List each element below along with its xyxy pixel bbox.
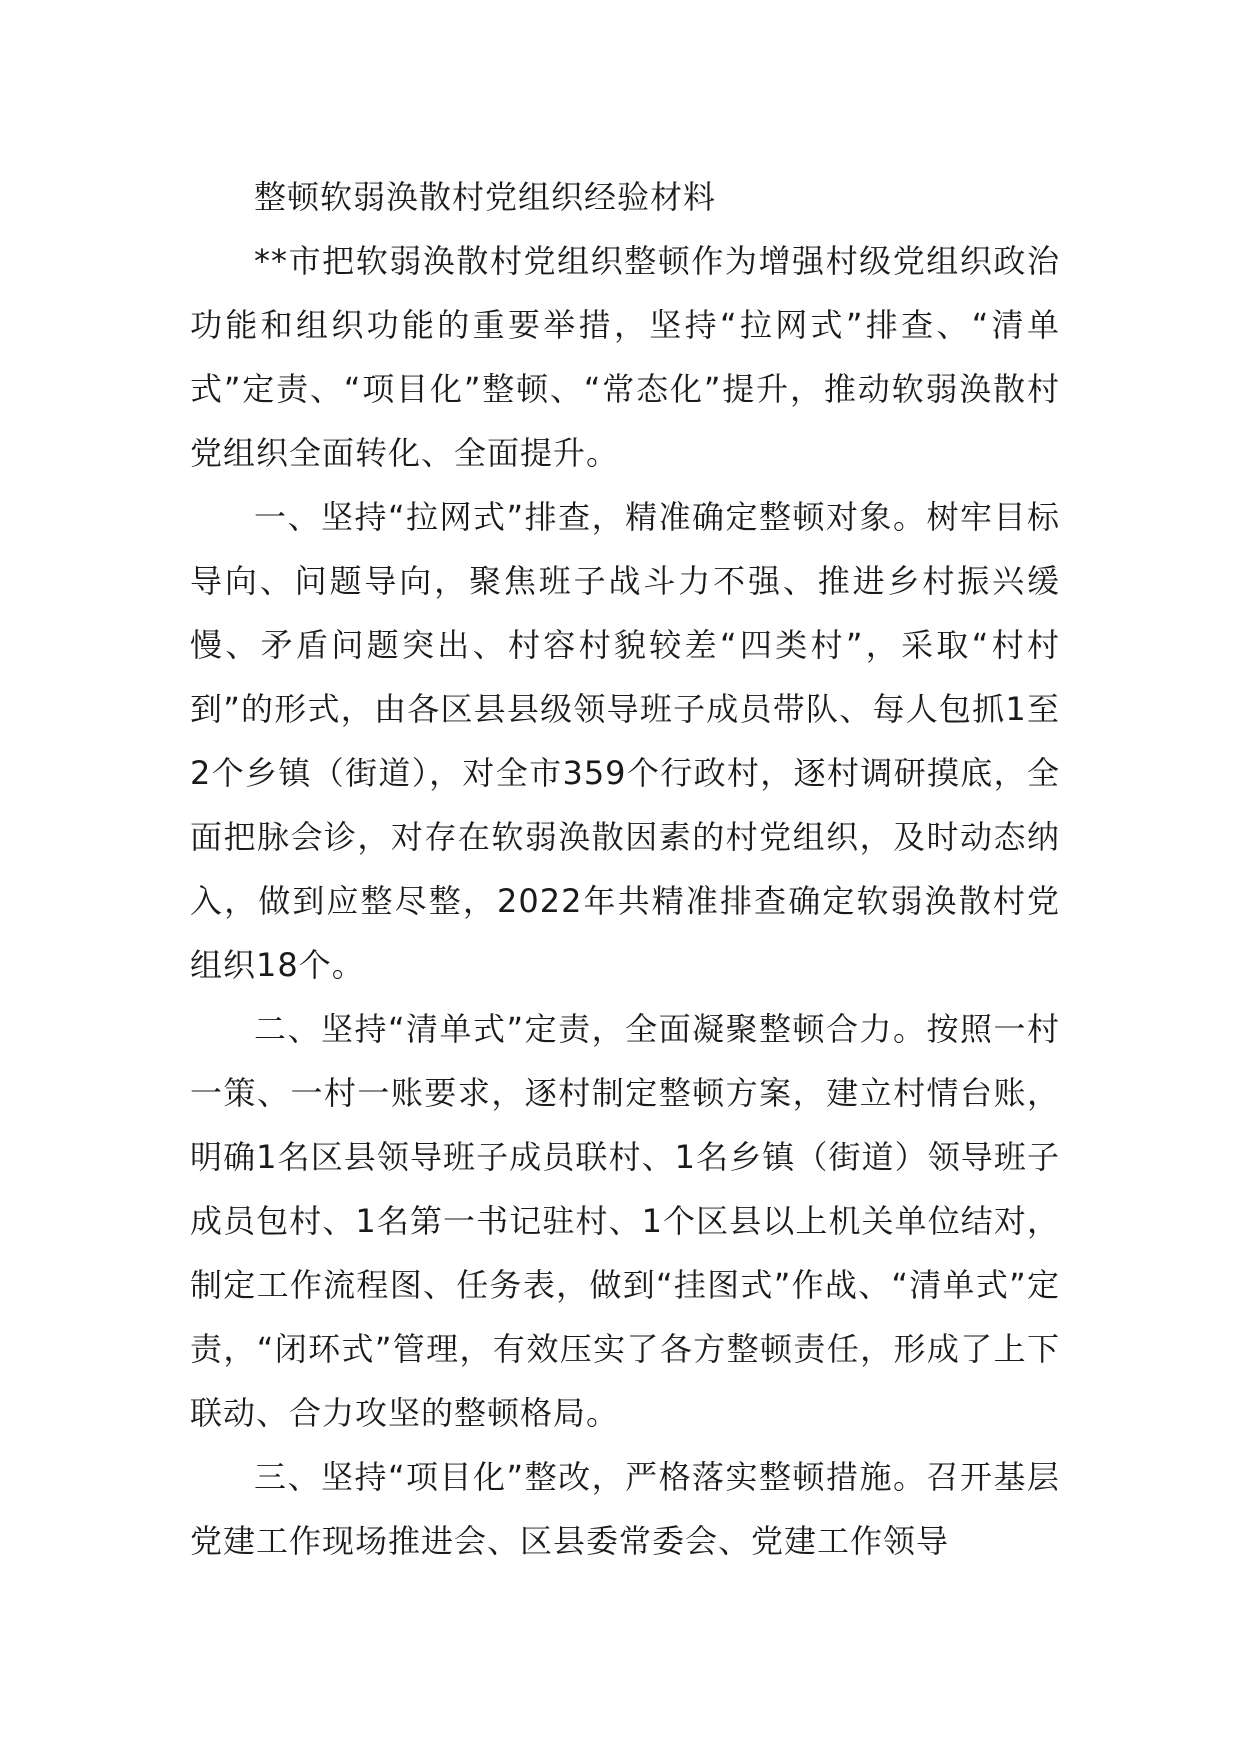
paragraph-intro: **市把软弱涣散村党组织整顿作为增强村级党组织政治功能和组织功能的重要举措，坚持“拉网式”排查、“清单式”定责、“项目化”整顿、“常态化”提升，推动软弱涣散村党组织全面转化、全面提升。 <box>190 242 1060 472</box>
document-body <box>190 165 1060 1573</box>
paragraph-section-2: 二、坚持“清单式”定责，全面凝聚整顿合力。按照一村一策、一村一账要求，逐村制定整顿方案，建立村情台账，明确1名区县领导班子成员联村、1名乡镇（街道）领导班子成员包村、1名第一书记驻村、1个区县以上机关单位结对，制定工作流程图、任务表，做到“挂图式”作战、“清单式”定责，“闭环式”管理，有效压实了各方整顿责任，形成了上下联动、合力攻坚的整顿格局。 <box>190 1010 1060 1432</box>
paragraph-section-3: 三、坚持“项目化”整改，严格落实整顿措施。召开基层党建工作现场推进会、区县委常委会、党建工作领导 <box>190 1458 1060 1560</box>
paragraph-section-1: 一、坚持“拉网式”排查，精准确定整顿对象。树牢目标导向、问题导向，聚焦班子战斗力不强、推进乡村振兴缓慢、矛盾问题突出、村容村貌较差“四类村”，采取“村村到”的形式，由各区县县级领导班子成员带队、每人包抓1至2个乡镇（街道），对全市359个行政村，逐村调研摸底，全面把脉会诊，对存在软弱涣散因素的村党组织，及时动态纳入，做到应整尽整，2022年共精准排查确定软弱涣散村党组织18个。 <box>190 498 1060 984</box>
document-title: 整顿软弱涣散村党组织经验材料 <box>254 178 717 216</box>
